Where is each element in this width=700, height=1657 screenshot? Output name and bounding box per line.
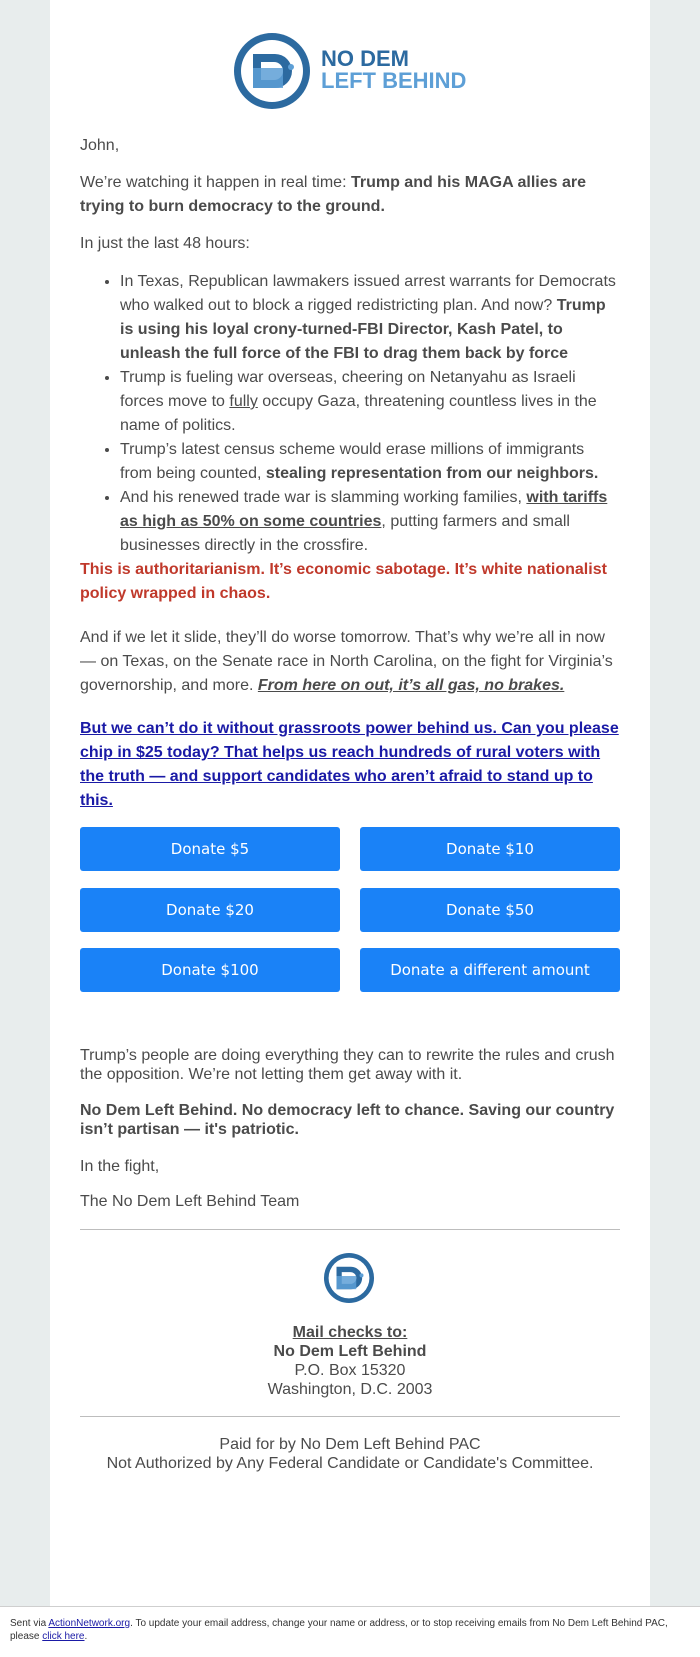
red-text: This is authoritarianism. It’s economic sabotage. It’s white nationalist policy wrapped in chaos. (80, 561, 607, 602)
intro-paragraph (80, 171, 620, 219)
logo-text (321, 48, 466, 92)
bullet-bold: Trump is using his loyal crony-turned-FBI Director, Kash Patel, to unleash the full force of the FBI to drag them back by force (120, 297, 606, 362)
worse-paragraph (80, 626, 620, 698)
disclaimer-line-2: Not Authorized by Any Federal Candidate or Candidate's Committee. (106, 1455, 594, 1472)
bullet-text: Trump is fueling war overseas, cheering on Netanyahu as Israeli forces move to (120, 369, 576, 410)
logo-line-2: LEFT BEHIND (321, 68, 467, 93)
donate-50-button[interactable]: Donate $50 (360, 888, 620, 932)
divider (80, 1229, 620, 1230)
closing-paragraph-2 (80, 1101, 620, 1139)
divider (80, 1416, 620, 1417)
donate-other-button[interactable]: Donate a different amount (360, 948, 620, 992)
list-item (120, 438, 620, 486)
brand-logo (231, 30, 471, 120)
tariffs-link[interactable]: with tariffs as high as 50% on some countries (120, 489, 608, 530)
closing-paragraph-1 (80, 1046, 620, 1084)
intro-bold: Trump and his MAGA allies are trying to burn democracy to the ground. (80, 174, 586, 215)
signature: The No Dem Left Behind Team (80, 1193, 300, 1210)
donate-10-button[interactable]: Donate $10 (360, 827, 620, 871)
mail-box: P.O. Box 15320 (294, 1362, 406, 1379)
footer-logo-icon (322, 1251, 376, 1305)
bullet-text: , putting farmers and small businesses directly in the crossfire. (120, 513, 570, 554)
logo-d-icon (231, 30, 313, 112)
bullet-text: In Texas, Republican lawmakers issued arrest warrants for Democrats who walked out to block a rigged redistricting plan. And now? (120, 273, 616, 314)
greeting: John, (80, 137, 120, 154)
signoff: In the fight, (80, 1158, 160, 1175)
bullet-bold: stealing representation from our neighbors. (265, 465, 599, 482)
greeting-block (80, 134, 620, 158)
red-callout (80, 558, 620, 606)
footer-suffix: . (84, 1631, 88, 1642)
disclaimer-block (80, 1435, 620, 1473)
bullet-text: And his renewed trade war is slamming working families, (120, 489, 527, 506)
closing1-text: Trump’s people are doing everything they can to rewrite the rules and crush the opposition. We’re not letting them get away with it. (80, 1047, 615, 1083)
mail-heading: Mail checks to: (292, 1324, 408, 1341)
bullet-text: Trump’s latest census scheme would erase millions of immigrants from being counted, (120, 441, 585, 482)
signature-block (80, 1190, 620, 1214)
bullet-underline: fully (229, 393, 258, 410)
unsubscribe-link[interactable]: click here (42, 1631, 85, 1642)
list-item (120, 366, 620, 438)
mail-org: No Dem Left Behind (273, 1343, 427, 1360)
list-item (120, 486, 620, 558)
bullet-text: occupy Gaza, threatening countless lives in the name of politics. (120, 393, 597, 434)
actionnetwork-link[interactable]: ActionNetwork.org (48, 1618, 131, 1629)
donate-5-button[interactable]: Donate $5 (80, 827, 340, 871)
last48-text: In just the last 48 hours: (80, 235, 250, 252)
last48-block (80, 232, 620, 256)
ask-block (80, 717, 620, 813)
footer-prefix: Sent via (10, 1618, 49, 1629)
worse-text: And if we let it slide, they’ll do worse tomorrow. That’s why we’re all in now — on Texas, on the Senate race in North Carolina, on the fight for Virginia’s governorship, and more. (80, 629, 613, 694)
donate-100-button[interactable]: Donate $100 (80, 948, 340, 992)
disclaimer-line-1: Paid for by No Dem Left Behind PAC (219, 1436, 481, 1453)
mail-address-block (80, 1323, 620, 1399)
donate-20-button[interactable]: Donate $20 (80, 888, 340, 932)
worse-emphasis: From here on out, it’s all gas, no brakes. (257, 677, 565, 694)
closing2-text: No Dem Left Behind. No democracy left to chance. Saving our country isn’t partisan — it's patriotic. (80, 1102, 615, 1138)
mail-city: Washington, D.C. 2003 (267, 1381, 433, 1398)
logo-line-1: NO DEM (321, 46, 409, 71)
list-item (120, 270, 620, 366)
footer-middle: . To update your email address, change your name or address, or to stop receiving emails from No Dem Left Behind PAC, please (10, 1618, 668, 1642)
donate-ask-link[interactable]: But we can’t do it without grassroots power behind us. Can you please chip in $25 today? That helps us reach hundreds of rural voters with the truth — and support candidates who aren’t afraid to stand up to this. (80, 720, 619, 809)
footer-bar (0, 1606, 700, 1657)
intro-lead: We’re watching it happen in real time: (80, 174, 351, 191)
bullet-list (80, 270, 620, 558)
signoff-block (80, 1155, 620, 1179)
